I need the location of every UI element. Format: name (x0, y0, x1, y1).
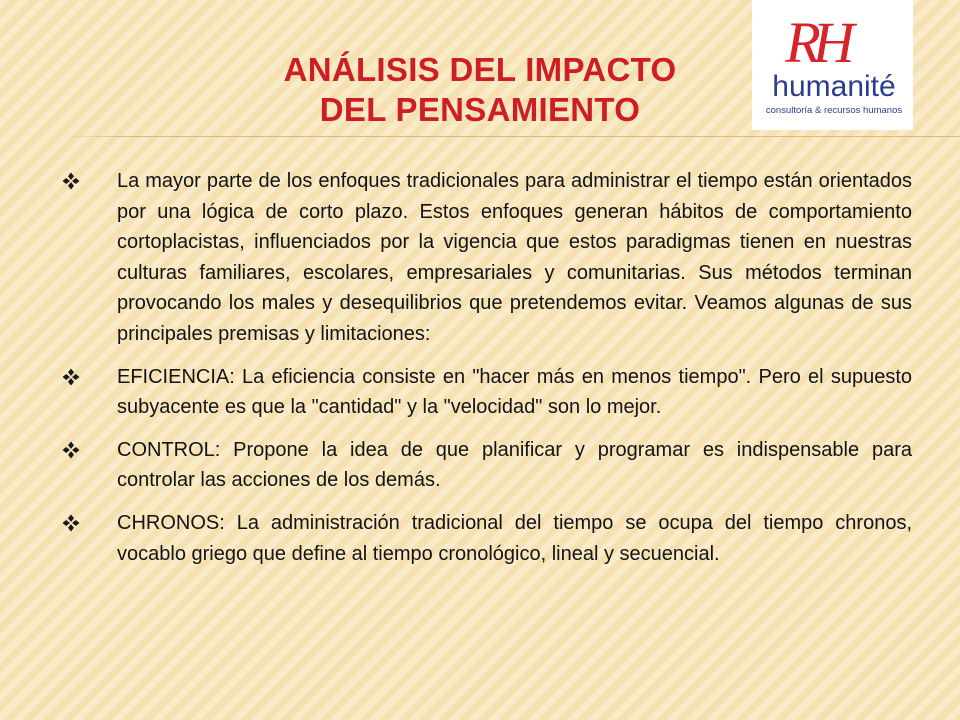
logo-mark: RH (785, 10, 847, 75)
four-diamond-bullet-icon (62, 441, 80, 459)
logo-name: humanité (772, 70, 896, 103)
bullet-text: Propone la idea de que planificar y programar es indispensable para controlar las acciones de los demás. (117, 438, 912, 492)
bullet-text: La eficiencia consiste en "hacer más en menos tiempo". Pero el supuesto subyacente es que la "cantidad" y la "velocidad" son lo mejor. (117, 365, 912, 419)
bullet-term: CONTROL: (117, 438, 221, 461)
bullet-chronos (62, 508, 912, 569)
bullet-term: CHRONOS: (117, 511, 225, 534)
bullet-term: EFICIENCIA: (117, 365, 235, 388)
logo-tagline: consultoría & recursos humanos (765, 105, 903, 116)
humanite-logo (752, 0, 913, 130)
bullet-intro (62, 166, 912, 350)
four-diamond-bullet-icon (62, 172, 80, 190)
bullet-list (62, 166, 912, 581)
four-diamond-bullet-icon (62, 514, 80, 532)
slide-title-line-2: DEL PENSAMIENTO (319, 91, 641, 129)
bullet-eficiencia (62, 362, 912, 423)
slide-title-line-1: ANÁLISIS DEL IMPACTO (283, 51, 677, 89)
humanite-logo-graphic (752, 0, 913, 130)
title-divider (58, 136, 960, 137)
bullet-text: La mayor parte de los enfoques tradicionales para administrar el tiempo están orientados por una lógica de corto plazo. Estos enfoques generan hábitos de comportamiento cortoplacistas, influenciados por la vigencia que estos paradigmas tienen en nuestras culturas familiares, escolares, empresariales y comunitarias. Sus métodos terminan provocando los males y desequilibrios que pretendemos evitar. Veamos algunas de sus principales premisas y limitaciones: (117, 170, 912, 345)
bullet-text: La administración tradicional del tiempo se ocupa del tiempo chronos, vocablo griego que define al tiempo cronológico, lineal y secuencial. (117, 511, 912, 565)
slide-title (240, 50, 720, 130)
bullet-control (62, 435, 912, 496)
four-diamond-bullet-icon (62, 368, 80, 386)
